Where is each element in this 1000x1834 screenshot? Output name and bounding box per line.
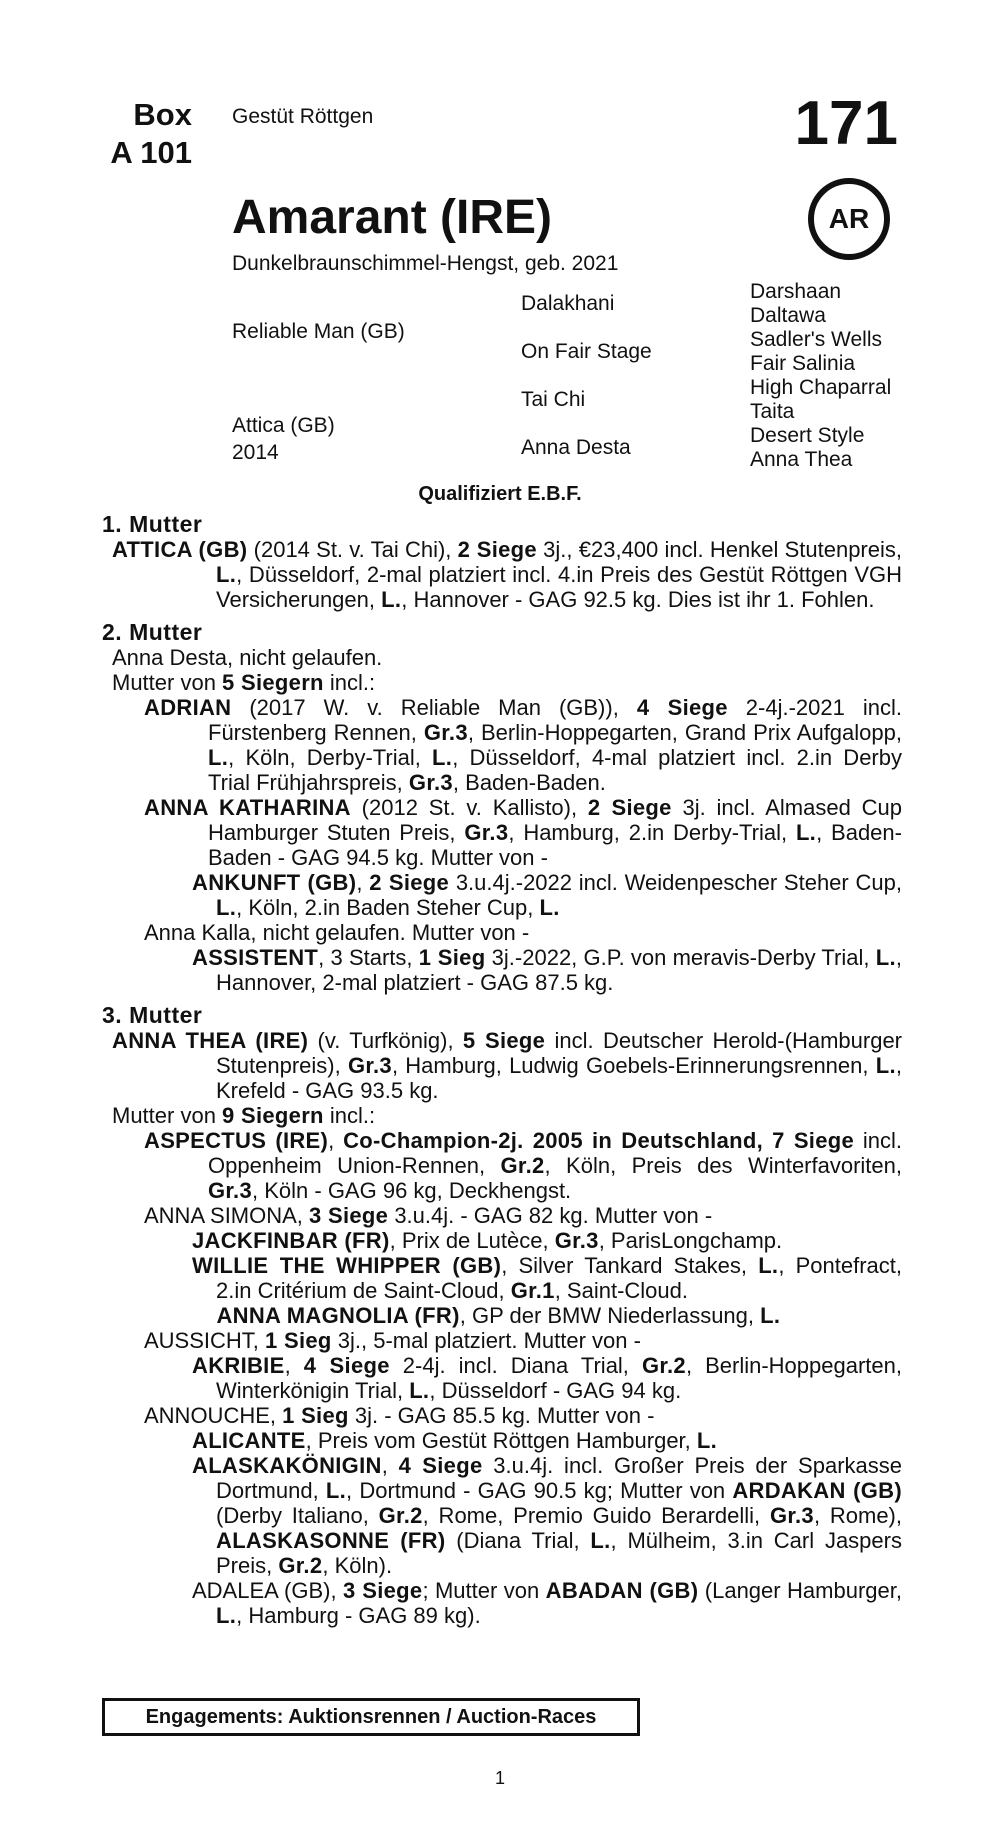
pedigree-grandsire: Dalakhani xyxy=(521,292,615,315)
ar-badge-icon: AR xyxy=(808,178,890,260)
produce-entry: Anna Kalla, nicht gelaufen. Mutter von - xyxy=(144,920,530,945)
pedigree-ggp: Daltawa xyxy=(750,304,826,327)
lot-number: 171 xyxy=(794,89,898,158)
box-number: A 101 xyxy=(110,135,192,170)
produce-entry: ASSISTENT, 3 Starts, 1 Sieg 3j.-2022, G.P. von meravis-Derby Trial, L., Hannover, 2-mal platziert - GAG 87.5 kg. xyxy=(192,945,902,995)
pedigree-ggp: Desert Style xyxy=(750,424,865,447)
produce-entry: ADALEA (GB), 3 Siege; Mutter von ABADAN (GB) (Langer Hamburger, L., Hamburg - GAG 89 kg). xyxy=(192,1578,902,1628)
produce-entry: ALASKAKÖNIGIN, 4 Siege 3.u.4j. incl. Großer Preis der Sparkasse Dortmund, L., Dortmund - GAG 90.5 kg; Mutter von ARDAKAN (GB) (Derby Italiano, Gr.2, Rome, Premio Guido Berardelli, Gr.3, Rome), ALASKASONNE (FR) (Diana Trial, L., Mülheim, 3.in Carl Jaspers Preis, Gr.2, Köln). xyxy=(192,1453,902,1578)
section-heading: 2. Mutter xyxy=(102,619,203,645)
catalogue-body xyxy=(0,512,1000,1628)
pedigree-sire: Reliable Man (GB) xyxy=(232,320,405,343)
produce-line: Mutter von 9 Siegern incl.: xyxy=(112,1103,376,1128)
produce-entry: ALICANTE, Preis vom Gestüt Röttgen Hamburger, L. xyxy=(192,1428,718,1453)
horse-name: Amarant (IRE) xyxy=(232,191,553,244)
pedigree-dam-year: 2014 xyxy=(232,441,279,464)
dam-entry: Anna Desta, nicht gelaufen. xyxy=(112,645,383,670)
section-heading: 1. Mutter xyxy=(102,511,203,537)
produce-entry: JACKFINBAR (FR), Prix de Lutèce, Gr.3, ParisLongchamp. xyxy=(192,1228,783,1253)
horse-description: Dunkelbraunschimmel-Hengst, geb. 2021 xyxy=(232,252,619,275)
box-word: Box xyxy=(133,97,192,132)
pedigree-granddam: On Fair Stage xyxy=(521,340,652,363)
pedigree-dam: Attica (GB) xyxy=(232,414,335,437)
section-heading: 3. Mutter xyxy=(102,1002,203,1028)
engagements-box: Engagements: Auktionsrennen / Auction-Races xyxy=(102,1698,640,1736)
produce-entry: ANNA MAGNOLIA (FR), GP der BMW Niederlassung, L. xyxy=(216,1303,781,1328)
produce-entry: ASPECTUS (IRE), Co-Champion-2j. 2005 in Deutschland, 7 Siege incl. Oppenheim Union-Rennen, Gr.2, Köln, Preis des Winterfavoriten, Gr.3, Köln - GAG 96 kg, Deckhengst. xyxy=(144,1128,902,1203)
produce-entry: ANNA SIMONA, 3 Siege 3.u.4j. - GAG 82 kg. Mutter von - xyxy=(144,1203,713,1228)
pedigree-ggp: Taita xyxy=(750,400,795,423)
produce-entry: AKRIBIE, 4 Siege 2-4j. incl. Diana Trial, Gr.2, Berlin-Hoppegarten, Winterkönigin Trial, L., Düsseldorf - GAG 94 kg. xyxy=(192,1353,902,1403)
produce-line: Mutter von 5 Siegern incl.: xyxy=(112,670,376,695)
produce-entry: AUSSICHT, 1 Sieg 3j., 5-mal platziert. Mutter von - xyxy=(144,1328,641,1353)
produce-entry: ADRIAN (2017 W. v. Reliable Man (GB)), 4 Siege 2-4j.-2021 incl. Fürstenberg Rennen, Gr.3, Berlin-Hoppegarten, Grand Prix Aufgalopp, L., Köln, Derby-Trial, L., Düsseldorf, 4-mal platziert incl. 2.in Derby Trial Frühjahrspreis, Gr.3, Baden-Baden. xyxy=(144,695,902,795)
pedigree-ggp: Sadler's Wells xyxy=(750,328,882,351)
pedigree-ggp: Fair Salinia xyxy=(750,352,856,375)
pedigree-ggp: Anna Thea xyxy=(750,448,853,471)
qualification: Qualifiziert E.B.F. xyxy=(418,483,582,505)
pedigree-ggp: Darshaan xyxy=(750,280,842,303)
produce-entry: ANKUNFT (GB), 2 Siege 3.u.4j.-2022 incl. Weidenpescher Steher Cup, L., Köln, 2.in Baden Steher Cup, L. xyxy=(192,870,902,920)
pedigree-damdam: Anna Desta xyxy=(521,436,631,459)
consignor: Gestüt Röttgen xyxy=(232,105,374,128)
dam-entry: ATTICA (GB) (2014 St. v. Tai Chi), 2 Siege 3j., €23,400 incl. Henkel Stutenpreis, L., Düsseldorf, 2-mal platziert incl. 4.in Preis des Gestüt Röttgen VGH Versicherungen, L., Hannover - GAG 92.5 kg. Dies ist ihr 1. Fohlen. xyxy=(112,537,902,612)
dam-entry: ANNA THEA (IRE) (v. Turfkönig), 5 Siege incl. Deutscher Herold-(Hamburger Stutenpreis), Gr.3, Hamburg, Ludwig Goebels-Erinnerungsrennen, L., Krefeld - GAG 93.5 kg. xyxy=(112,1028,903,1103)
produce-entry: ANNA KATHARINA (2012 St. v. Kallisto), 2 Siege 3j. incl. Almased Cup Hamburger Stuten Preis, Gr.3, Hamburg, 2.in Derby-Trial, L., Baden-Baden - GAG 94.5 kg. Mutter von - xyxy=(144,795,902,870)
pedigree-ggp: High Chaparral xyxy=(750,376,892,399)
page-number: 1 xyxy=(494,1768,505,1788)
produce-entry: WILLIE THE WHIPPER (GB), Silver Tankard Stakes, L., Pontefract, 2.in Critérium de Saint-Cloud, Gr.1, Saint-Cloud. xyxy=(192,1253,902,1303)
pedigree-damsire: Tai Chi xyxy=(521,388,586,411)
produce-entry: ANNOUCHE, 1 Sieg 3j. - GAG 85.5 kg. Mutter von - xyxy=(144,1403,655,1428)
box-label xyxy=(102,96,192,172)
